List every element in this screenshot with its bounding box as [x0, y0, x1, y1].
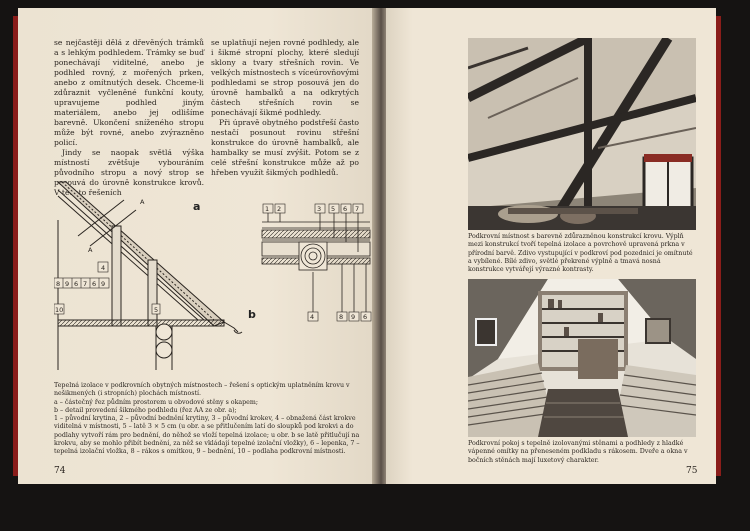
- figure-number: 7: [83, 280, 88, 288]
- figure-label-a: a: [193, 200, 201, 213]
- figure-caption: [54, 382, 360, 457]
- figure-number: 10: [55, 306, 64, 314]
- right-page: [386, 8, 716, 484]
- photo-caption-bottom: Podkrovní pokoj s tepelně izolovanými stěnami a podhledy z hladké vápenné omítky na přeneseném podkladu s rákosem. Dveře a okna v bočních stěnách mají luxetový charakter.: [468, 440, 688, 464]
- figure-label-b: b: [248, 308, 256, 321]
- figure-number: 8: [339, 313, 344, 321]
- figure-number: 9: [101, 280, 106, 288]
- page-number: 74: [54, 466, 66, 476]
- roof-construction-figure: [54, 180, 372, 372]
- figure-number: 6: [92, 280, 97, 288]
- figure-number: 9: [65, 280, 70, 288]
- figure-number: 9: [351, 313, 356, 321]
- figure-number: 1: [265, 205, 270, 213]
- page-edge: [13, 16, 18, 476]
- caption-line: b – detail provedení šikmého podhledu (řez AA ze obr. a);: [54, 406, 237, 414]
- figure-number: 6: [343, 205, 348, 213]
- figure-number: 7: [355, 205, 360, 213]
- left-text-column-1: [54, 38, 204, 198]
- page-edge: [716, 16, 721, 476]
- paragraph: Při úpravě obytného podstřeší často nestačí posunout rovinu střešní konstrukce do úrovně hambalků, ale hambalky se musí zvýšit. Potom se z celé střešní konstrukce může až po hřeben využít šikmých podhledů.: [211, 118, 359, 177]
- caption-line: Tepelná izolace v podkrovních obytných místnostech – řešení s optickým uplatněním krovu v nešikmených (i stropních) plochách místností.: [54, 382, 350, 398]
- figure-number: 4: [101, 264, 106, 272]
- paragraph: se uplatňují nejen rovné podhledy, ale i šikmé stropní plochy, které sledují sklony a tvary střešních rovin. Ve velkých místnostech s víceúrovňovými podhledami se strop posouvá jen do úrovně hambalků a na odkrytých částech střešních rovin se ponechávají šikmé podhledy.: [211, 38, 359, 117]
- left-text-column-2: [211, 38, 359, 178]
- figure-number: 6: [74, 280, 79, 288]
- page-number: 75: [686, 466, 698, 476]
- section-mark: A: [88, 246, 93, 254]
- photo-caption-top: Podkrovní místnost s barevně zdůrazněnou konstrukcí krovu. Výplň mezi konstrukcí tvoří tepelná izolace a povrchově upravená prkna v přírodní barvě. Zdivo vystupující v podkroví pod pozednicí je omítnuté a vybílené. Bílé zdivo, světlé překrené výplně a tmavá nosná konstrukce vytvářejí výrazné kontrasty.: [468, 233, 693, 274]
- figure-number: 5: [154, 306, 159, 314]
- figure-number: 6: [363, 313, 368, 321]
- figure-number: 2: [277, 205, 282, 213]
- caption-line: a – částečný řez půdním prostorem u obvodové stěny s okapem;: [54, 398, 259, 406]
- paragraph: Jindy se naopak světlá výška místností zvětšuje vybouráním původního stropu a nový strop se posouvá do úrovně konstrukce krovů. V těchto řešeních: [54, 148, 204, 197]
- attic-room-photo-beds: [468, 279, 696, 437]
- figure-number: 8: [56, 280, 61, 288]
- figure-number: 5: [331, 205, 336, 213]
- caption-line: 1 – původní krytina, 2 – původní bednění krytiny, 3 – původní krokev, 4 – obnažená část krokve viditelná v místnosti, 5 – latě 3 × 5 cm (u obr. a se přitlučením latí do sloupků pod krokvi a do podlahy vytvoří rám pro bednění, do něhož se vloží tepelná izolace; u obr. b se latě přitlučují na krokvu, aby se mohlo přibít bednění, za něž se vkládají tepelné izolační vložky), 6 – lepenka, 7 – tepelná izolační vložka, 8 – rákos s omítkou, 9 – bednění, 10 – podlaha podkrovní místnosti.: [54, 415, 360, 456]
- attic-room-photo-beams: [468, 38, 696, 230]
- figure-number: 3: [317, 205, 322, 213]
- section-mark: A: [140, 198, 145, 206]
- paragraph: se nejčastěji dělá z dřevěných trámků a s lehkým podhledem. Trámky se buď ponechávají viditelné, anebo je podhled rovný, z mořených prken, anebo z omítnutých desek. Chceme-li zdůraznit vyčleněné funkční kouty, upravujeme podhled jiným materiálem, anebo jej odlišíme barevně. Ukončení sníženého stropu může být rovné, anebo zvýrazněno policí.: [54, 38, 204, 147]
- figure-number: 4: [310, 313, 315, 321]
- left-page: [18, 8, 376, 484]
